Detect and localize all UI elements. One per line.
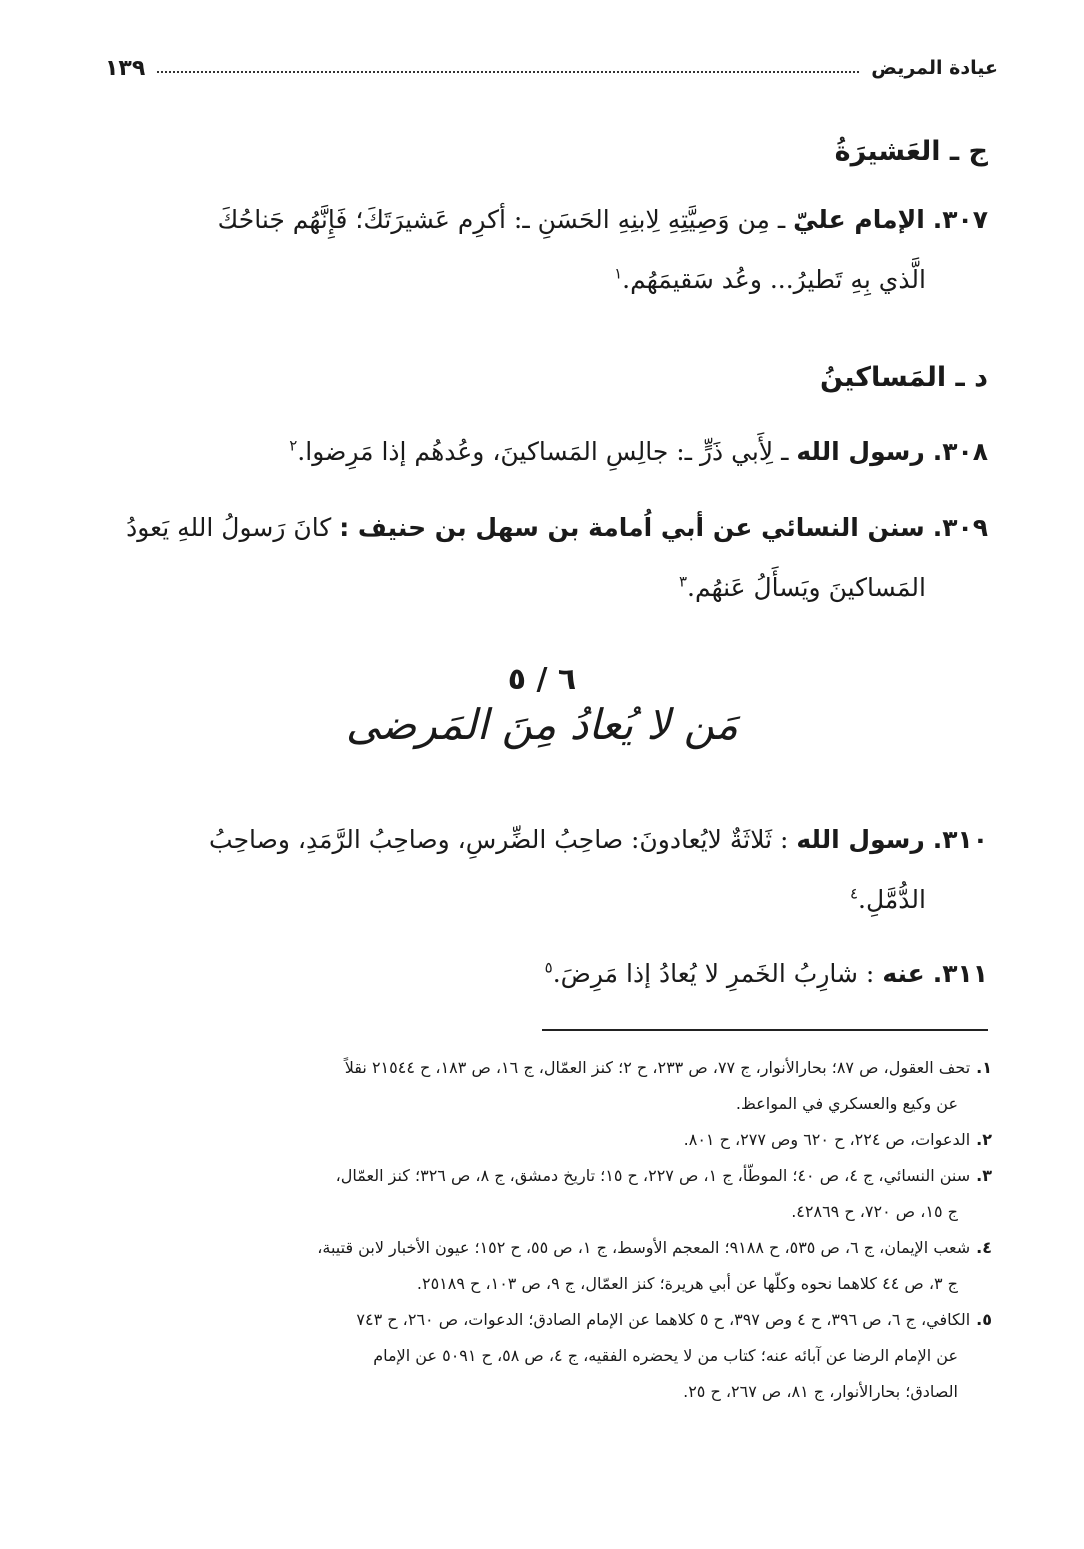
footnote-text-cont: عن وكيع والعسكري في المواعظ.	[735, 1094, 958, 1113]
hadith-text-cont: الَّذي بِهِ تَطيرُ... وعُد سَقيمَهُم.	[622, 265, 926, 294]
footnote-number: ٣.	[976, 1166, 992, 1185]
hadith-number: ٣٠٩.	[932, 513, 988, 542]
footnote-text: تحف العقول، ص ٨٧؛ بحارالأنوار، ج ٧٧، ص ٢٣٣، ح ٢؛ كنز العمّال، ج ١٦، ص ١٨٣، ح ٢١٥٤٤ نقلاً	[344, 1058, 971, 1077]
footnote-text: الدعوات، ص ٢٢٤، ح ٦٢٠ وص ٢٧٧، ح ٨٠١.	[683, 1130, 971, 1149]
footnote-text: شعب الإيمان، ج ٦، ص ٥٣٥، ح ٩١٨٨؛ المعجم الأوسط، ج ١، ص ٥٥، ح ١٥٢؛ عيون الأخبار لابن قتيبة،	[317, 1238, 971, 1257]
hadith-number: ٣١١.	[932, 959, 988, 988]
hadith-number: ٣٠٨.	[932, 437, 988, 466]
hadith-number: ٣٠٧.	[932, 205, 988, 234]
hadith-source: الإمام عليّ	[793, 205, 925, 234]
hadith-text: ـ لِأَبي ذَرٍّ ـ: جالِسِ المَساكينَ، وعُدهُم إذا مَرِضوا.	[297, 437, 789, 466]
page-number: ١٣٩	[105, 55, 146, 81]
hadith-text-cont: الدُّمَّلِ.	[858, 885, 926, 914]
section-title: مَن لا يُعادُ مِنَ المَرضى	[345, 700, 739, 749]
running-head	[105, 48, 998, 88]
footnote-text-cont: ج ١٥، ص ٧٢٠، ح ٤٢٨٦٩.	[791, 1202, 958, 1221]
footnote-4	[92, 1230, 992, 1302]
footnote-3	[92, 1158, 992, 1230]
hadith-text: : شارِبُ الخَمرِ لا يُعادُ إذا مَرِضَ.	[552, 959, 875, 988]
footnote-number: ١.	[976, 1058, 992, 1077]
hadith-text: ـ مِن وَصِيَّتِهِ لِابنِهِ الحَسَنِ ـ: أكرِم عَشيرَتَكَ؛ فَإِنَّهُم جَناحُكَ	[217, 205, 786, 234]
heading-ashira: ج ـ العَشيرَةُ	[834, 136, 988, 167]
footnote-ref: ٥	[544, 958, 553, 977]
footnote-ref: ٣	[678, 572, 687, 591]
footnote-1	[92, 1050, 992, 1122]
footnote-number: ٢.	[976, 1130, 992, 1149]
footnote-number: ٤.	[976, 1238, 992, 1257]
section-number: ٦ / ٥	[507, 662, 577, 697]
hadith-311	[96, 944, 988, 1004]
footnote-separator	[542, 1029, 988, 1031]
footnote-number: ٥.	[976, 1310, 992, 1329]
hadith-text-cont: المَساكينَ ويَسأَلُ عَنهُم.	[687, 573, 926, 602]
hadith-text: كانَ رَسولُ اللهِ يَعودُ	[126, 513, 332, 542]
hadith-source: سنن النسائي عن أبي اُمامة بن سهل بن حنيف :	[339, 513, 925, 542]
hadith-text: : ثَلاثَةٌ لايُعادونَ: صاحِبُ الضِّرسِ، وصاحِبُ الرَّمَدِ، وصاحِبُ	[209, 825, 789, 854]
hadith-source: رسول الله	[796, 437, 925, 466]
footnote-text-cont: الصادق؛ بحارالأنوار، ج ٨١، ص ٢٦٧، ح ٢٥.	[683, 1382, 958, 1401]
footnote-text-cont: ج ٣، ص ٤٤ كلاهما نحوه وكلّها عن أبي هريرة؛ كنز العمّال، ج ٩، ص ١٠٣، ح ٢٥١٨٩.	[416, 1274, 958, 1293]
footnote-text: سنن النسائي، ج ٤، ص ٤٠؛ الموطّأ، ج ١، ص ٢٢٧، ح ١٥؛ تاريخ دمشق، ج ٨، ص ٣٢٦؛ كنز العمّال،	[335, 1166, 971, 1185]
running-head-title: عيادة المريض	[871, 57, 998, 79]
footnote-5	[92, 1302, 992, 1410]
hadith-310	[96, 810, 988, 930]
footnote-text-cont: عن الإمام الرضا عن آبائه عنه؛ كتاب من لا يحضره الفقيه، ج ٤، ص ٥٨، ح ٥٠٩١ عن الإمام	[373, 1346, 958, 1365]
footnotes	[92, 1050, 992, 1410]
hadith-source: رسول الله	[796, 825, 925, 854]
hadith-number: ٣١٠.	[932, 825, 988, 854]
footnote-ref: ٢	[289, 436, 298, 455]
hadith-308	[96, 422, 988, 482]
footnote-2	[92, 1122, 992, 1158]
heading-masakin: د ـ المَساكينُ	[819, 362, 988, 393]
dotted-leader	[157, 71, 859, 73]
footnote-ref: ١	[614, 264, 623, 283]
hadith-309	[96, 498, 988, 618]
hadith-source: عنه	[882, 959, 925, 988]
hadith-307	[96, 190, 988, 310]
footnote-ref: ٤	[849, 884, 859, 903]
footnote-text: الكافي، ج ٦، ص ٣٩٦، ح ٤ وص ٣٩٧، ح ٥ كلاهما عن الإمام الصادق؛ الدعوات، ص ٢٦٠، ح ٧٤٣	[356, 1310, 971, 1329]
